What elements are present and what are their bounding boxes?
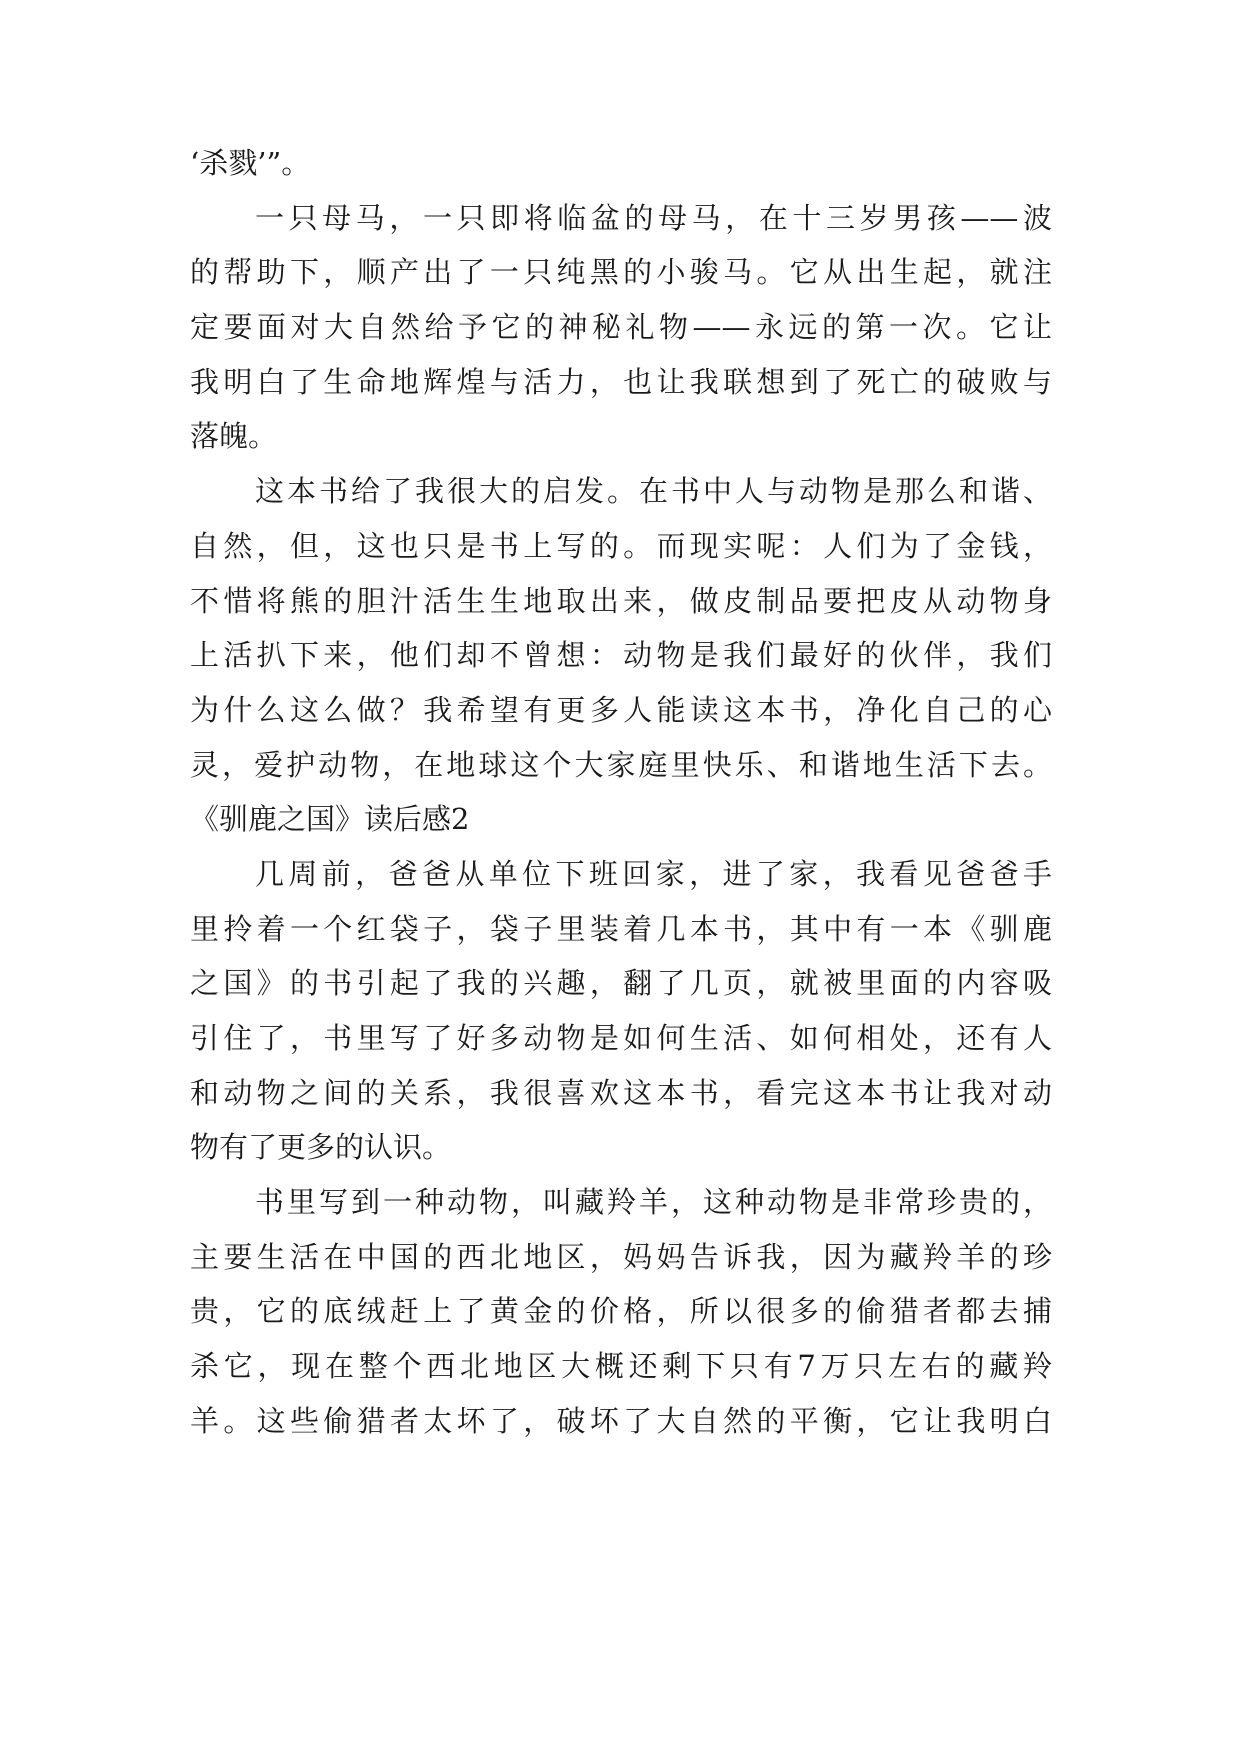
text-line: 羊。这些偷猎者太坏了，破坏了大自然的平衡，它让我明白 <box>190 1403 1052 1438</box>
paragraph <box>190 847 1052 1175</box>
paragraph <box>190 1175 1052 1448</box>
paragraph <box>190 464 1052 792</box>
text-line: 几周前，爸爸从单位下班回家，进了家，我看见爸爸手 <box>255 856 1052 891</box>
text-line: 主要生活在中国的西北地区，妈妈告诉我，因为藏羚羊的珍 <box>190 1239 1052 1274</box>
text-line: 不惜将熊的胆汁活生生地取出来，做皮制品要把皮从动物身 <box>190 583 1052 618</box>
text-line: 贵，它的底绒赶上了黄金的价格，所以很多的偷猎者都去捕 <box>190 1294 1052 1329</box>
text-line: 我明白了生命地辉煌与活力，也让我联想到了死亡的破败与 <box>190 364 1052 399</box>
text-line: 物有了更多的认识。 <box>190 1130 452 1165</box>
text-line: 书里写到一种动物，叫藏羚羊，这种动物是非常珍贵的， <box>255 1185 1052 1220</box>
section-heading: 《驯鹿之国》读后感2 <box>190 802 470 837</box>
text-line: 杀它，现在整个西北地区大概还剩下只有7万只左右的藏羚 <box>190 1349 1052 1384</box>
text-line: 自然，但，这也只是书上写的。而现实呢：人们为了金钱， <box>190 528 1052 563</box>
text-line: 引住了，书里写了好多动物是如何生活、如何相处，还有人 <box>190 1021 1052 1055</box>
paragraph <box>190 191 1052 464</box>
text-line: 灵，爱护动物，在地球这个大家庭里快乐、和谐地生活下去。 <box>190 747 1052 782</box>
text-line: ‘杀戮’”。 <box>190 146 311 180</box>
text-line: 的帮助下，顺产出了一只纯黑的小骏马。它从出生起，就注 <box>190 255 1052 290</box>
text-line: 这本书给了我很大的启发。在书中人与动物是那么和谐、 <box>255 474 1052 509</box>
text-line: 之国》的书引起了我的兴趣，翻了几页，就被里面的内容吸 <box>190 966 1052 1001</box>
document-page <box>190 136 1052 1449</box>
text-line: 落魄。 <box>190 419 278 454</box>
text-line: 为什么这么做？我希望有更多人能读这本书，净化自己的心 <box>190 692 1052 727</box>
text-line: 上活扒下来，他们却不曾想：动物是我们最好的伙伴，我们 <box>190 638 1052 673</box>
paragraph-continuation <box>190 136 1052 191</box>
text-line: 和动物之间的关系，我很喜欢这本书，看完这本书让我对动 <box>190 1075 1052 1110</box>
text-line: 定要面对大自然给予它的神秘礼物——永远的第一次。它让 <box>190 310 1052 345</box>
text-line: 一只母马，一只即将临盆的母马，在十三岁男孩——波 <box>255 200 1052 235</box>
text-line: 里拎着一个红袋子，袋子里装着几本书，其中有一本《驯鹿 <box>190 911 1052 946</box>
